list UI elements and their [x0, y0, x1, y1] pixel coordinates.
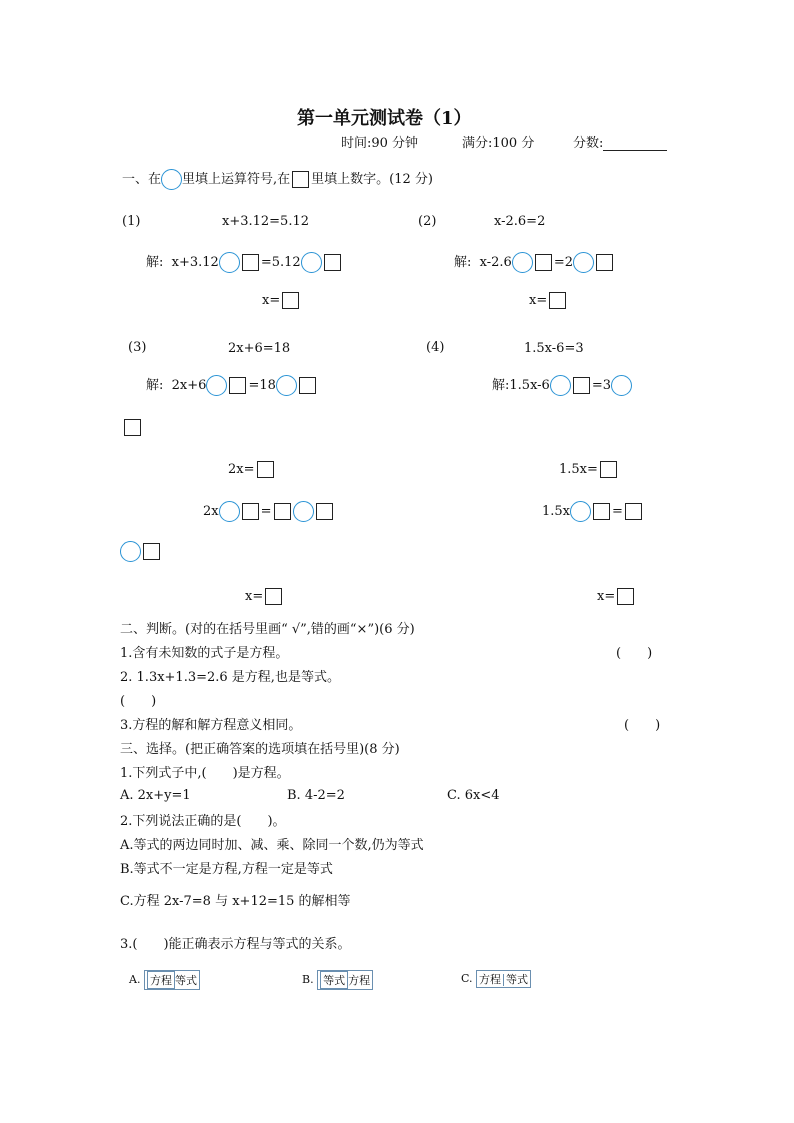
p3-step2	[203, 501, 335, 522]
judge-q2: 2. 1.3x+1.3=2.6 是方程,也是等式。	[120, 670, 340, 685]
venn-divider	[503, 974, 504, 986]
venn-diagram	[317, 970, 373, 990]
answer-label: x=	[245, 589, 264, 604]
heading-text: 一、在	[122, 172, 162, 187]
operator-circle[interactable]	[219, 252, 240, 273]
number-box[interactable]	[316, 503, 333, 520]
section3-heading: 三、选择。(把正确答案的选项填在括号里)(8 分)	[120, 742, 400, 757]
p3-label: (3)	[128, 340, 147, 355]
sol-text: =2	[553, 255, 573, 270]
number-box[interactable]	[324, 254, 341, 271]
p4-label: (4)	[426, 340, 445, 355]
score-label: 分数:	[573, 136, 604, 151]
section2-heading: 二、判断。(对的在括号里画“ √”,错的画“×”)(6 分)	[120, 622, 415, 637]
number-box[interactable]	[535, 254, 552, 271]
sol-text: 1.5x-6	[509, 378, 550, 393]
p4-step2	[542, 501, 644, 522]
choice-q3-a[interactable]	[129, 970, 200, 990]
sol-text: x-2.6	[479, 255, 512, 270]
solve-label: 解:	[146, 378, 164, 393]
number-box[interactable]	[124, 419, 141, 436]
score-blank[interactable]	[603, 136, 667, 151]
solve-label: 解:	[454, 255, 472, 270]
option-label: C.	[461, 972, 473, 985]
choice-q1-b[interactable]: B. 4-2=2	[287, 788, 345, 803]
step-label: 2x=	[228, 462, 255, 477]
number-box[interactable]	[282, 292, 299, 309]
p1-answer	[262, 292, 301, 309]
p2-solution	[454, 251, 615, 273]
p3-equation: 2x+6=18	[228, 341, 291, 356]
number-box[interactable]	[229, 377, 246, 394]
page-title: 第一单元测试卷（1）	[297, 108, 472, 129]
operator-circle[interactable]	[512, 252, 533, 273]
number-box[interactable]	[274, 503, 291, 520]
full-score: 满分:100 分	[462, 136, 535, 151]
option-label: B.	[302, 973, 314, 986]
number-box[interactable]	[593, 503, 610, 520]
number-box[interactable]	[600, 461, 617, 478]
p3-step	[228, 461, 276, 478]
score-field[interactable]	[573, 132, 667, 151]
section1-heading	[122, 168, 433, 190]
venn-diagram	[476, 970, 531, 988]
p4-answer	[597, 588, 636, 605]
p3-wrap-row	[120, 541, 162, 562]
equals-sign: =	[260, 504, 272, 519]
step-label: 1.5x	[542, 504, 571, 519]
venn-diagram	[144, 970, 200, 990]
p1-label: (1)	[122, 214, 141, 229]
heading-text: 里填上运算符号,在	[182, 172, 291, 187]
number-box[interactable]	[596, 254, 613, 271]
choice-q2-b[interactable]: B.等式不一定是方程,方程一定是等式	[120, 862, 333, 877]
operator-circle[interactable]	[206, 375, 227, 396]
operator-circle[interactable]	[276, 375, 297, 396]
p2-label: (2)	[418, 214, 437, 229]
option-label: A.	[129, 973, 141, 986]
venn-right-label: 等式	[506, 973, 529, 986]
venn-inner-label: 等式	[320, 971, 348, 989]
choice-q2: 2.下列说法正确的是( )。	[120, 814, 286, 829]
p1-solution	[146, 251, 343, 273]
p3-answer	[245, 588, 284, 605]
number-box[interactable]	[617, 588, 634, 605]
judge-q1-paren[interactable]: ( )	[616, 646, 653, 661]
choice-q3-c[interactable]	[461, 970, 531, 988]
choice-q2-c[interactable]: C.方程 2x-7=8 与 x+12=15 的解相等	[120, 894, 351, 909]
answer-label: x=	[262, 293, 281, 308]
operator-circle[interactable]	[120, 541, 141, 562]
sol-text: =3	[591, 378, 612, 393]
choice-q3-b[interactable]	[302, 970, 373, 990]
operator-circle[interactable]	[219, 501, 240, 522]
operator-circle[interactable]	[570, 501, 591, 522]
operator-circle[interactable]	[550, 375, 571, 396]
p1-equation: x+3.12=5.12	[222, 214, 310, 229]
venn-left-label: 方程	[479, 973, 502, 986]
number-box[interactable]	[549, 292, 566, 309]
sol-text: 2x+6	[171, 378, 207, 393]
choice-q3: 3.( )能正确表示方程与等式的关系。	[120, 937, 351, 952]
circle-icon	[161, 169, 182, 190]
p4-equation: 1.5x-6=3	[524, 341, 584, 356]
number-box[interactable]	[242, 254, 259, 271]
operator-circle[interactable]	[293, 501, 314, 522]
solve-label: 解:	[492, 378, 510, 393]
p4-solution	[492, 374, 632, 396]
p3-solution	[146, 374, 318, 396]
equals-sign: =	[612, 504, 623, 519]
number-box[interactable]	[257, 461, 274, 478]
p2-answer	[529, 292, 568, 309]
number-box[interactable]	[265, 588, 282, 605]
answer-label: x=	[529, 293, 548, 308]
answer-label: x=	[597, 589, 616, 604]
p2-equation: x-2.6=2	[494, 214, 546, 229]
choice-q2-a[interactable]: A.等式的两边同时加、减、乘、除同一个数,仍为等式	[120, 838, 424, 853]
judge-q1: 1.含有未知数的式子是方程。	[120, 646, 289, 661]
square-icon	[292, 171, 309, 188]
sol-text: =18	[248, 378, 276, 393]
venn-outer-label: 方程	[348, 974, 371, 987]
number-box[interactable]	[242, 503, 259, 520]
heading-text: 里填上数字。(12 分)	[311, 172, 433, 187]
p3-wrap-box[interactable]	[122, 419, 143, 436]
choice-q1-c[interactable]: C. 6x<4	[447, 788, 500, 803]
judge-q3: 3.方程的解和解方程意义相同。	[120, 718, 302, 733]
number-box[interactable]	[573, 377, 590, 394]
step-label: 1.5x=	[559, 462, 598, 477]
number-box[interactable]	[299, 377, 316, 394]
venn-inner-label: 方程	[147, 971, 175, 989]
operator-circle[interactable]	[573, 252, 594, 273]
operator-circle[interactable]	[611, 375, 632, 396]
judge-q3-paren[interactable]: ( )	[624, 718, 661, 733]
time-limit: 时间:90 分钟	[341, 136, 419, 151]
number-box[interactable]	[143, 543, 160, 560]
choice-q1-a[interactable]: A. 2x+y=1	[120, 788, 191, 803]
venn-outer-label: 等式	[174, 974, 197, 987]
operator-circle[interactable]	[301, 252, 322, 273]
step-label: 2x	[203, 504, 219, 519]
judge-q2-paren[interactable]: ( )	[120, 694, 157, 709]
sol-text: =5.12	[260, 255, 301, 270]
solve-label: 解:	[146, 255, 164, 270]
number-box[interactable]	[625, 503, 642, 520]
choice-q1: 1.下列式子中,( )是方程。	[120, 766, 290, 781]
p4-step	[559, 461, 619, 478]
sol-text: x+3.12	[171, 255, 219, 270]
